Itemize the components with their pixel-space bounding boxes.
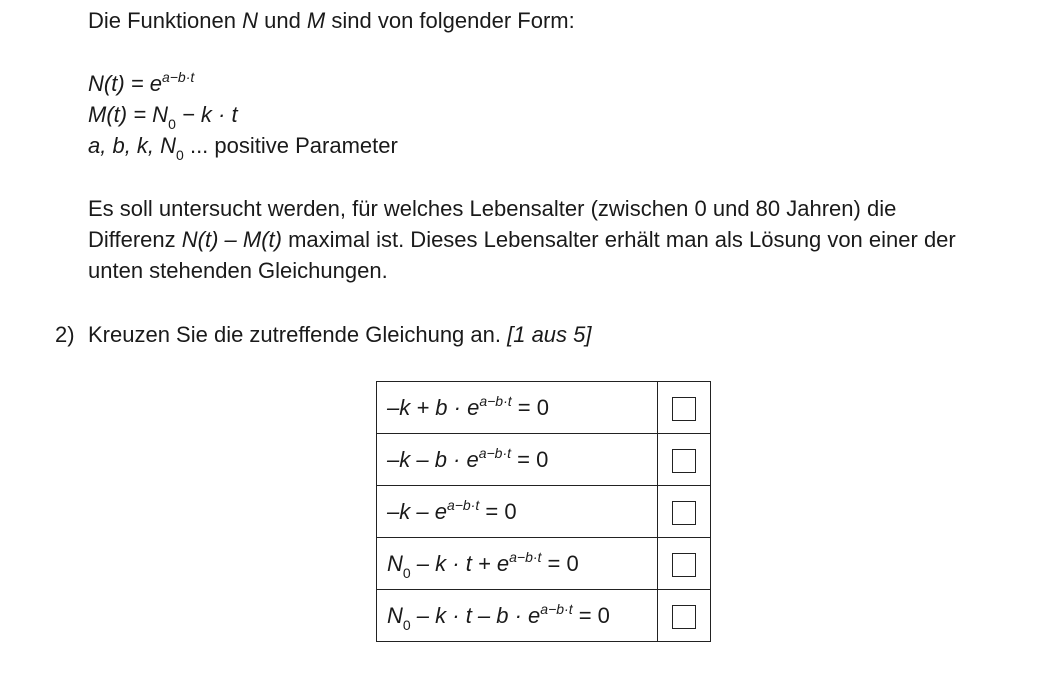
choice-checkbox-2[interactable]: [672, 449, 696, 473]
task-instruction-text: Kreuzen Sie die zutreffende Gleichung an.: [88, 322, 508, 347]
choice-checkbox-cell: [658, 434, 711, 486]
parameter-subscript: 0: [176, 147, 184, 163]
equation-part: –k + b · e: [387, 394, 480, 420]
formula-m-rhs: − k · t: [175, 102, 238, 127]
choice-checkbox-cell: [658, 538, 711, 590]
choice-row: [377, 486, 711, 538]
equation-part: N: [387, 550, 403, 576]
paragraph-text: maximal ist. Dieses Lebensalter erhält man als Lösung von einer der: [281, 227, 956, 252]
equation-exponent: a−b·t: [509, 548, 542, 565]
equation-exponent: a−b·t: [479, 392, 512, 409]
paragraph-line-1: [88, 194, 896, 224]
intro-text-part: und: [257, 8, 307, 33]
task-hint: [1 aus 5]: [507, 322, 592, 347]
choice-equation-1: [377, 382, 658, 434]
equation-part: = 0: [572, 602, 610, 628]
paragraph-text: Es soll untersucht werden, für welches Lebensalter (zwischen 0 und 80 Jahren) die: [88, 196, 897, 221]
choice-row: [377, 538, 711, 590]
choice-checkbox-cell: [658, 590, 711, 642]
equation-part: N: [387, 602, 403, 628]
paragraph-text: unten stehenden Gleichungen.: [88, 258, 388, 283]
intro-text-part: sind von folgender Form:: [325, 8, 575, 33]
formula-m-lhs: M(t) = N: [88, 102, 169, 127]
choice-checkbox-cell: [658, 486, 711, 538]
choice-checkbox-1[interactable]: [672, 397, 696, 421]
choice-row: [377, 382, 711, 434]
formula-n-exponent: a−b·t: [161, 69, 195, 85]
equation-exponent: a−b·t: [540, 600, 573, 617]
choice-checkbox-4[interactable]: [672, 553, 696, 577]
choice-row: [377, 590, 711, 642]
equation-part: – k · t – b · e: [410, 602, 541, 628]
function-name-n: N: [242, 8, 258, 33]
intro-text-part: Die Funktionen: [88, 8, 243, 33]
equation-subscript: 0: [402, 564, 411, 581]
choice-table: [376, 381, 711, 642]
equation-subscript: 0: [402, 616, 411, 633]
equation-part: – k · t + e: [410, 550, 510, 576]
parameter-description: ... positive Parameter: [183, 133, 398, 158]
equation-part: –k – e: [387, 498, 447, 524]
intro-text: [88, 6, 575, 36]
choice-checkbox-3[interactable]: [672, 501, 696, 525]
choice-equation-2: [377, 434, 658, 486]
paragraph-line-3: [88, 256, 388, 286]
paragraph-text: Differenz: [88, 227, 182, 252]
equation-part: = 0: [541, 550, 579, 576]
equation-exponent: a−b·t: [478, 444, 512, 461]
equation-part: –k – b · e: [387, 446, 479, 472]
choice-equation-3: [377, 486, 658, 538]
task-instruction: [88, 320, 592, 350]
paragraph-line-2: [88, 225, 956, 255]
choice-checkbox-cell: [658, 382, 711, 434]
equation-exponent: a−b·t: [446, 496, 480, 513]
parameter-variables: a, b, k, N: [88, 133, 177, 158]
equation-part: = 0: [511, 394, 549, 420]
choice-checkbox-5[interactable]: [672, 605, 696, 629]
equation-part: = 0: [479, 498, 517, 524]
formula-n: [88, 69, 194, 99]
difference-expression: N(t) – M(t): [181, 227, 282, 252]
formula-m: [88, 100, 238, 130]
choice-equation-4: [377, 538, 658, 590]
parameters-line: [88, 131, 398, 161]
equation-part: = 0: [511, 446, 549, 472]
task-number: 2): [55, 322, 75, 347]
formula-n-lhs: N(t) = e: [88, 71, 162, 96]
choice-equation-5: [377, 590, 658, 642]
function-name-m: M: [306, 8, 326, 33]
choice-row: [377, 434, 711, 486]
formula-m-subscript: 0: [168, 116, 176, 132]
